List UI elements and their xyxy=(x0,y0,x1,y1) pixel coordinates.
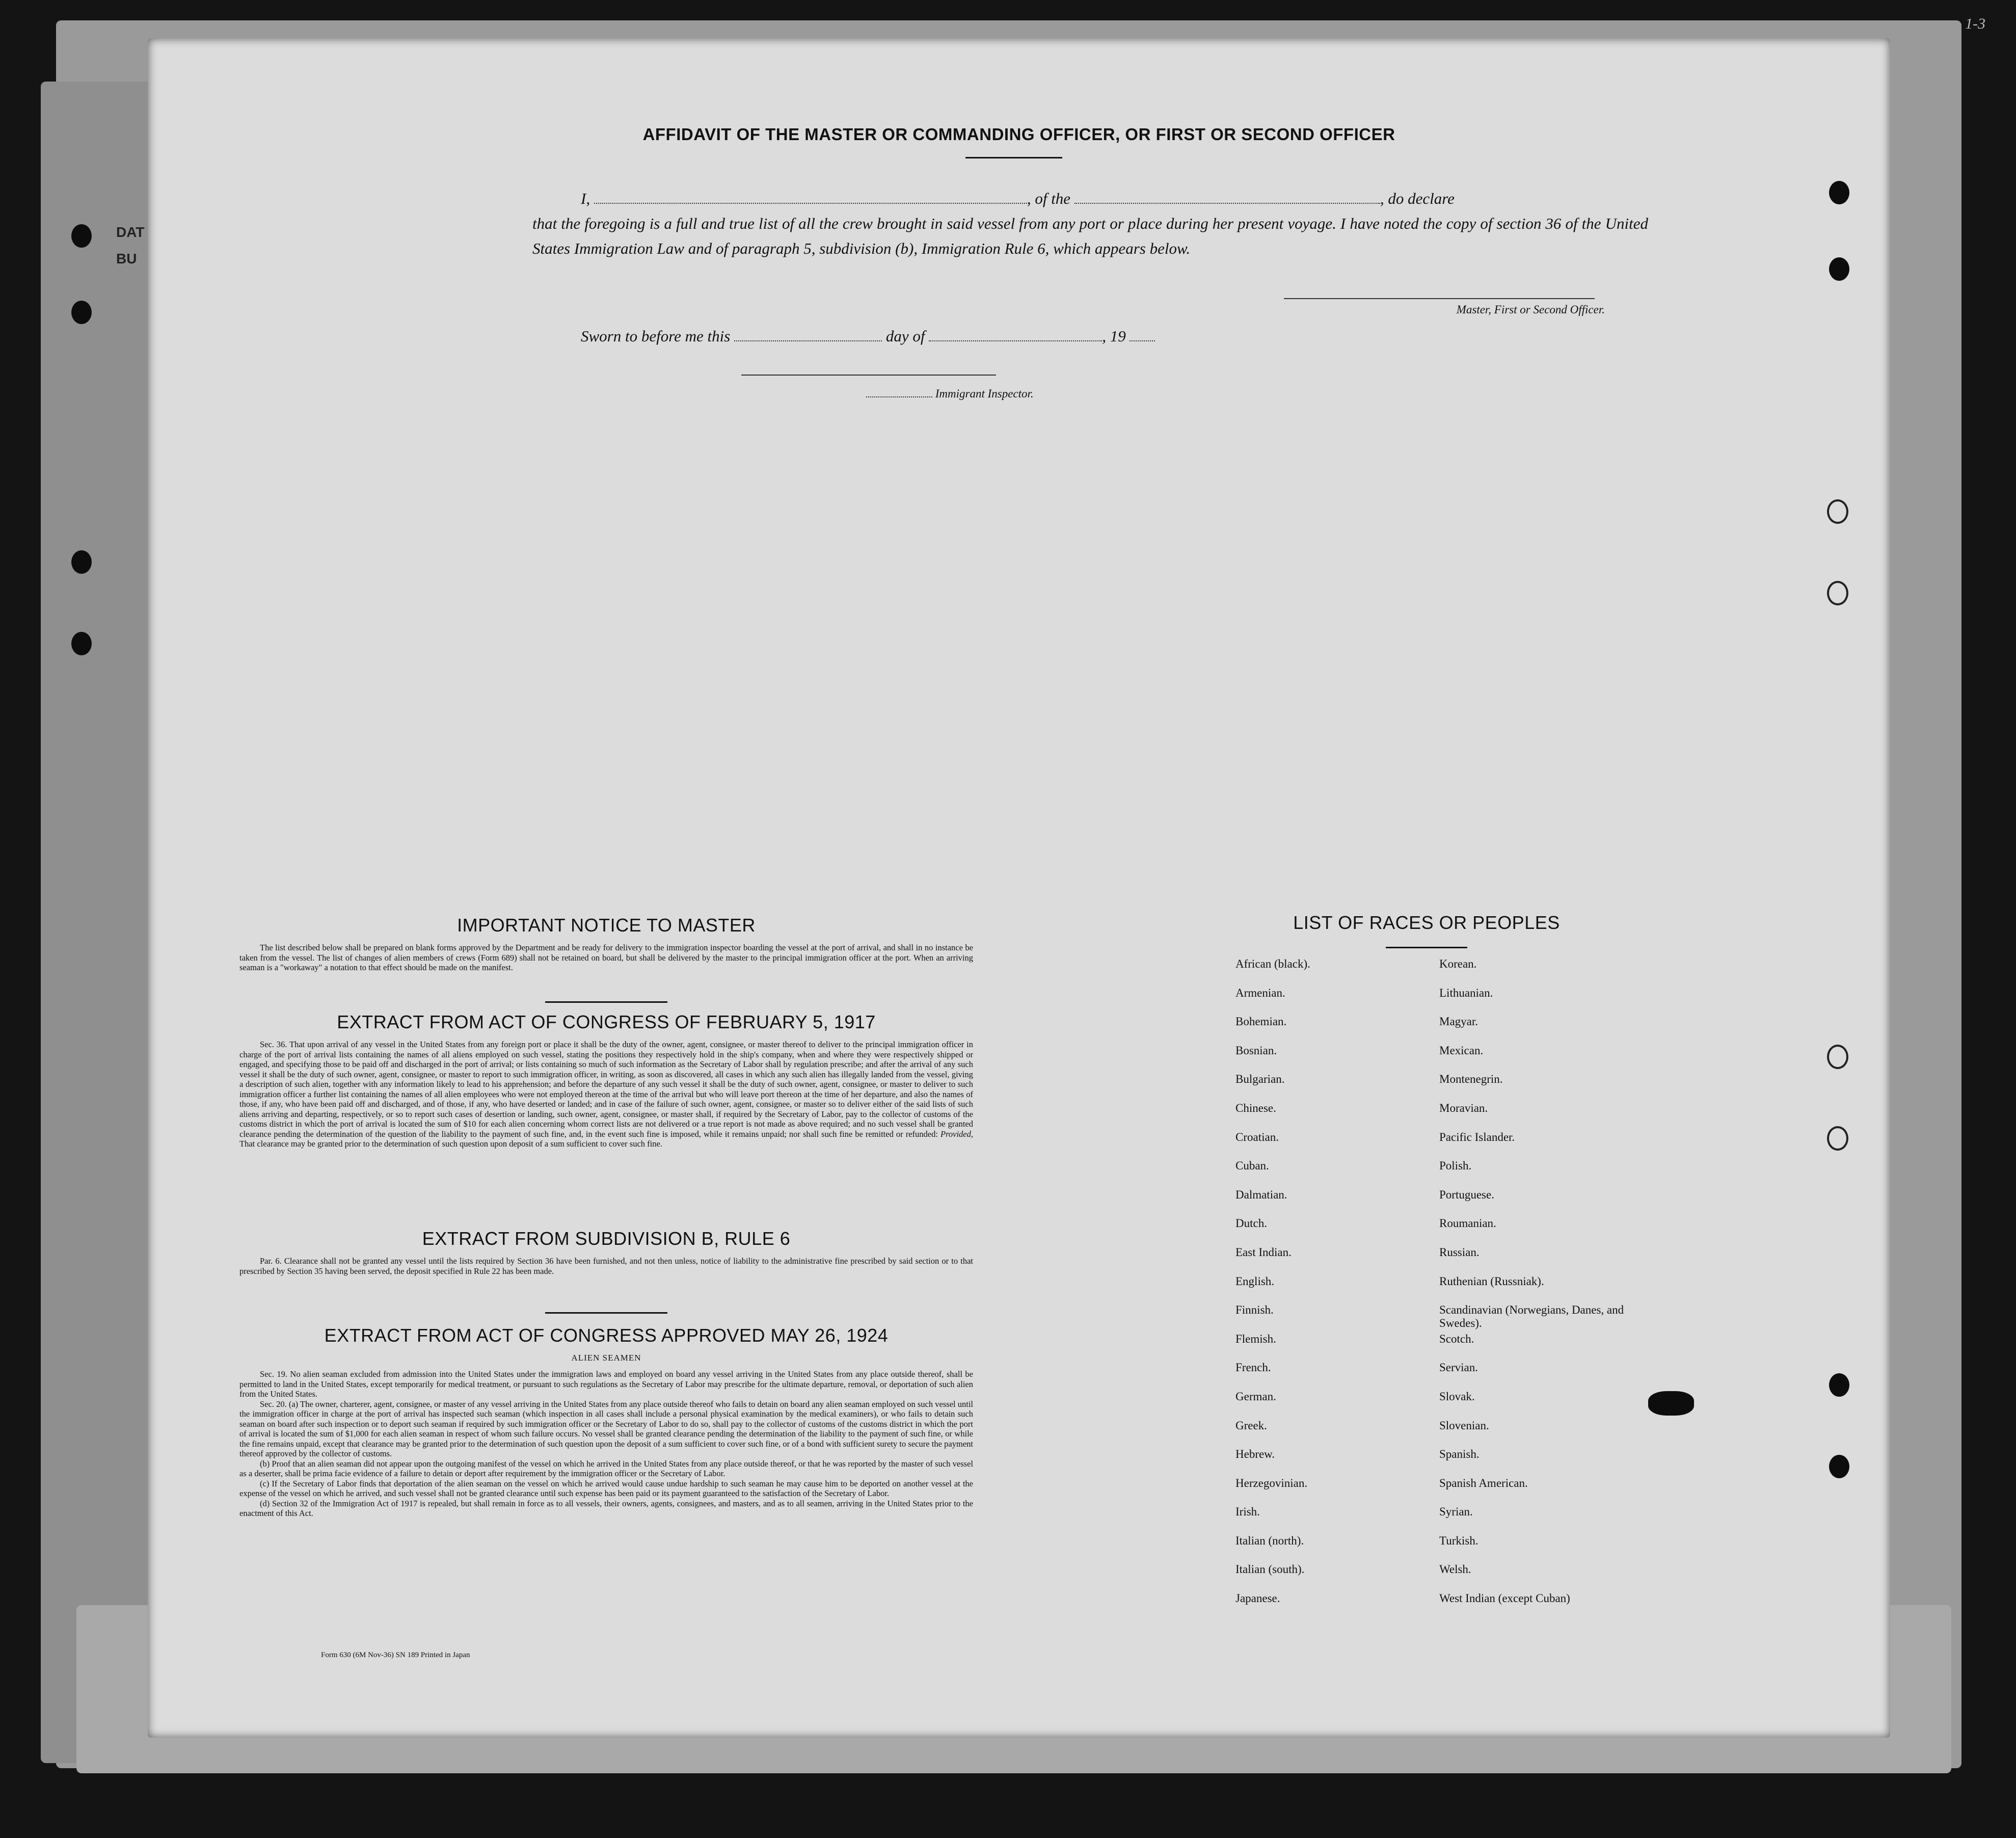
sec20a-paragraph: Sec. 20. (a) The owner, charterer, agent, consignee, or master of any vessel arriving in the United States from any place outside thereof who fails to detain on board any alien seaman employed on such vessel until the immigration officer in charge at the port of arrival has inspected such seaman (which inspection in all cases shall include a personal physical examination by the medical examiners), or who fails to detain such seaman on board after such inspection or to deport such seaman if required by such immigration officer or the Secretary of Labor to do so, shall pay to the collector of customs of the customs district in which the port of arrival is located the sum of $1,000 for each alien seaman in respect of whom such failure occurs. No vessel shall be granted clearance pending the determination of the liability to the payment of such fine, or while the fine remains unpaid, except that clearance may be granted prior to the determination of such question upon the deposit of a sum sufficient to cover such fine, or of a bond with sufficient surety to secure the payment thereof approved by the collector of customs. xyxy=(239,1399,973,1458)
race-item: West Indian (except Cuban) xyxy=(1439,1592,1570,1605)
signature-label: Master, First or Second Officer. xyxy=(1456,303,1605,316)
extract-1924-text xyxy=(239,1369,973,1519)
declaration-of-the: , of the xyxy=(1027,190,1071,207)
race-item: Italian (south). xyxy=(1235,1563,1305,1576)
sec36-body: That upon arrival of any vessel in the United States from any foreign port or place it shall be the duty of the owner, agent, consignee, or master thereof to deliver to the principal immigration officer in charge of the port of arrival lists containing the names of all aliens employed on such vessel, stating the positions they respectively hold in the ship's company, when and where they were respectively shipped or engaged, and specifying those to be paid off and discharged in the port of arrival; or lists containing so much of such information as the Secretary of Labor shall by regulation prescribe; and after the arrival of any such vessel it shall be the duty of such owner, agent, consignee, or master to report to such immigration officer, in writing, as soon as discovered, all cases in which any such alien has illegally landed from the vessel, giving a description of such alien, together with any information likely to lead to his apprehension; and before the departure of any such vessel it shall be the duty of such owner, agent, consignee, or master to deliver to such immigration officer a further list containing the names of all alien employees who were not employed thereon at the time of the arrival but who will leave port thereon at the time of her departure, and also the names of those, if any, who have been paid off and discharged, and of those, if any, who have deserted or landed; and in case of the failure of such owner, agent, consignee, or master so to deliver either of the said lists of such aliens arriving and departing, respectively, or so to report such cases of desertion or landing, such owner, agent, consignee, or master shall, if required by the Secretary of Labor, pay to the collector of customs of the customs district in which the port of arrival is located the sum of $10 for each alien concerning whom correct lists are not delivered or a true report is not made as above required; and no such vessel shall be granted clearance pending the determination of the question of the liability to the payment of such fine, and, in the event such fine is imposed, while it remains unpaid; nor shall such fine be remitted or refunded: xyxy=(239,1040,973,1139)
race-item: Lithuanian. xyxy=(1439,986,1493,999)
race-item: Dutch. xyxy=(1235,1217,1267,1230)
race-item: Spanish. xyxy=(1439,1448,1480,1461)
race-item: Greek. xyxy=(1235,1419,1267,1432)
binder-hole xyxy=(71,550,92,574)
inspector-signature-line[interactable] xyxy=(741,375,996,376)
race-item: Ruthenian (Russniak). xyxy=(1439,1274,1544,1288)
document-page xyxy=(148,38,1890,1738)
corner-mark: 1-3 xyxy=(1965,15,1985,32)
declaration-do-declare: , do declare xyxy=(1380,190,1455,207)
race-item: French. xyxy=(1235,1361,1271,1374)
sworn-day-of: day of xyxy=(885,327,925,345)
race-item: Slovak. xyxy=(1439,1390,1475,1403)
form-footer: Form 630 (6M Nov-36) SN 189 Printed in Japan xyxy=(321,1651,470,1659)
race-item: Bohemian. xyxy=(1235,1015,1287,1028)
races-rule xyxy=(1386,947,1467,948)
extract-rule6-text: Par. 6. Clearance shall not be granted any vessel until the lists required by Section 36 have been furnished, and not then unless, notice of liability to the administrative fine prescribed by said section or to that prescribed by Section 35 having been served, the deposit specified in Rule 22 has been made. xyxy=(239,1256,973,1276)
race-item: German. xyxy=(1235,1390,1276,1403)
race-item: Italian (north). xyxy=(1235,1534,1304,1547)
race-item: African (black). xyxy=(1235,957,1310,970)
tab-label-2: BU xyxy=(116,251,137,267)
back-sheet-edge xyxy=(41,82,163,1763)
race-item: Montenegrin. xyxy=(1439,1073,1503,1086)
punch-hole xyxy=(1827,499,1848,524)
sec19-paragraph: Sec. 19. No alien seaman excluded from admission into the United States under the immigration laws and employed on board any vessel arriving in the United States from any place outside thereof, shall be permitted to land in the United States, except temporarily for medical treatment, or pursuant to such regulations as the Secretary of Labor may prescribe for the ultimate departure, removal, or deportation of such alien from the United States. xyxy=(239,1369,973,1399)
race-item: Pacific Islander. xyxy=(1439,1130,1515,1143)
title-rule xyxy=(965,157,1062,158)
punch-hole xyxy=(1827,581,1848,605)
race-item: Cuban. xyxy=(1235,1159,1269,1173)
race-item: Herzegovinian. xyxy=(1235,1476,1308,1489)
race-item: Syrian. xyxy=(1439,1505,1473,1519)
section-rule xyxy=(545,1312,667,1314)
binder-hole xyxy=(71,632,92,655)
section-rule xyxy=(545,1001,667,1003)
sworn-month-blank[interactable] xyxy=(929,340,1102,341)
race-item: Moravian. xyxy=(1439,1101,1488,1114)
punch-hole xyxy=(1827,1126,1848,1151)
declaration-body: that the foregoing is a full and true list of all the crew brought in said vessel from any port or place during her present voyage. I have noted the copy of section 36 of the United States Immigration Law and of paragraph 5, subdivision (b), Immigration Rule 6, which appears below. xyxy=(532,215,1648,257)
binder-hole xyxy=(71,224,92,248)
race-item: Russian. xyxy=(1439,1245,1480,1259)
binder-hole xyxy=(71,301,92,324)
provided-label: Provided, xyxy=(940,1129,974,1139)
officer-name-blank[interactable] xyxy=(594,203,1027,204)
extract-1917-text xyxy=(239,1040,973,1149)
race-item: Mexican. xyxy=(1439,1044,1484,1057)
alien-seamen-subtitle: ALIEN SEAMEN xyxy=(571,1353,641,1363)
race-item: Servian. xyxy=(1439,1361,1479,1374)
race-item: Magyar. xyxy=(1439,1015,1479,1028)
declaration-line-1 xyxy=(532,186,1648,211)
affidavit-title: AFFIDAVIT OF THE MASTER OR COMMANDING OFFICER, OR FIRST OR SECOND OFFICER xyxy=(642,125,1395,144)
ink-blot xyxy=(1648,1391,1694,1416)
race-item: Welsh. xyxy=(1439,1563,1471,1576)
race-item: Finnish. xyxy=(1235,1303,1274,1317)
race-item: Portuguese. xyxy=(1439,1188,1494,1201)
extract-1917-title: EXTRACT FROM ACT OF CONGRESS OF FEBRUARY 5, 1917 xyxy=(337,1011,876,1032)
notice-text: The list described below shall be prepared on blank forms approved by the Department and be ready for delivery to the immigration inspector boarding the vessel at the port of arrival, and shall in no instance be taken from the vessel. The list of changes of alien members of crews (Form 689) shall not be retained on board, but shall be delivered by the master to the principal immigration officer at the port. When an arriving seaman is a "workaway" a notation to that effect should be made on the manifest. xyxy=(239,943,973,972)
extract-1924-title: EXTRACT FROM ACT OF CONGRESS APPROVED MAY 26, 1924 xyxy=(324,1325,889,1346)
race-item: Chinese. xyxy=(1235,1101,1276,1114)
sworn-year-blank[interactable] xyxy=(1130,340,1155,341)
vessel-name-blank[interactable] xyxy=(1074,203,1380,204)
race-item: Irish. xyxy=(1235,1505,1260,1519)
sec20c-paragraph: (c) If the Secretary of Labor finds that deportation of the alien seaman on the vessel on which he arrived would cause undue hardship to such seaman he may cause him to be deported on another vessel at the expense of the vessel on which he arrived, and such vessel shall not be granted clearance until such expense has been paid or its payment guaranteed to the satisfaction of the Secretary of Labor. xyxy=(239,1478,973,1498)
race-item: Scotch. xyxy=(1439,1332,1474,1345)
tab-label-1: DAT xyxy=(116,224,145,240)
extract-rule6-title: EXTRACT FROM SUBDIVISION B, RULE 6 xyxy=(422,1228,791,1249)
sworn-line xyxy=(581,324,1155,349)
race-item: Scandinavian (Norwegians, Danes, and Swedes). xyxy=(1439,1303,1624,1330)
sec36-label: Sec. 36. xyxy=(260,1040,287,1049)
declaration-i: I, xyxy=(581,190,590,207)
sworn-text: Sworn to before me this xyxy=(581,327,731,345)
race-item: Polish. xyxy=(1439,1159,1472,1173)
sec20d-paragraph: (d) Section 32 of the Immigration Act of 1917 is repealed, but shall remain in force as to all vessels, their owners, agents, consignees, and masters, and as to all seamen, arriving in the United States prior to the enactment of this Act. xyxy=(239,1498,973,1518)
race-item: Japanese. xyxy=(1235,1592,1280,1605)
race-item: Armenian. xyxy=(1235,986,1285,999)
notice-title: IMPORTANT NOTICE TO MASTER xyxy=(457,915,756,936)
sworn-year: , 19 xyxy=(1102,327,1126,345)
race-item: Turkish. xyxy=(1439,1534,1479,1547)
race-item: Bosnian. xyxy=(1235,1044,1277,1057)
race-item: English. xyxy=(1235,1274,1275,1288)
sec20b-paragraph: (b) Proof that an alien seaman did not appear upon the outgoing manifest of the vessel on which he arrived in the United States from any place outside thereof, or that he was reported by the master of such vessel as a deserter, shall be prima facie evidence of a failure to detain or deport after requirement by the immigration officer or the Secretary of Labor. xyxy=(239,1458,973,1478)
race-item: Slovenian. xyxy=(1439,1419,1489,1432)
inspector-label-dots xyxy=(866,387,1034,401)
provided-text: That clearance may be granted prior to the determination of such question upon deposit of a sum sufficient to cover such fine. xyxy=(239,1139,662,1149)
race-item: Roumanian. xyxy=(1439,1217,1496,1230)
affidavit-declaration xyxy=(532,186,1648,261)
punch-hole xyxy=(1829,1455,1849,1478)
race-item: Korean. xyxy=(1439,957,1477,970)
race-item: Hebrew. xyxy=(1235,1448,1275,1461)
race-item: East Indian. xyxy=(1235,1245,1292,1259)
race-item: Spanish American. xyxy=(1439,1476,1528,1489)
races-left-column xyxy=(1235,957,1429,1621)
punch-hole xyxy=(1827,1045,1848,1069)
punch-hole xyxy=(1829,257,1849,281)
punch-hole xyxy=(1829,181,1849,204)
race-item: Croatian. xyxy=(1235,1130,1279,1143)
races-title: LIST OF RACES OR PEOPLES xyxy=(1293,912,1560,933)
race-item: Bulgarian. xyxy=(1235,1073,1285,1086)
inspector-label: Immigrant Inspector. xyxy=(935,387,1034,400)
race-item: Dalmatian. xyxy=(1235,1188,1287,1201)
race-item: Flemish. xyxy=(1235,1332,1276,1345)
races-right-column xyxy=(1439,957,1653,1621)
punch-hole xyxy=(1829,1373,1849,1397)
sworn-day-blank[interactable] xyxy=(734,340,882,341)
signature-line[interactable] xyxy=(1284,298,1595,299)
